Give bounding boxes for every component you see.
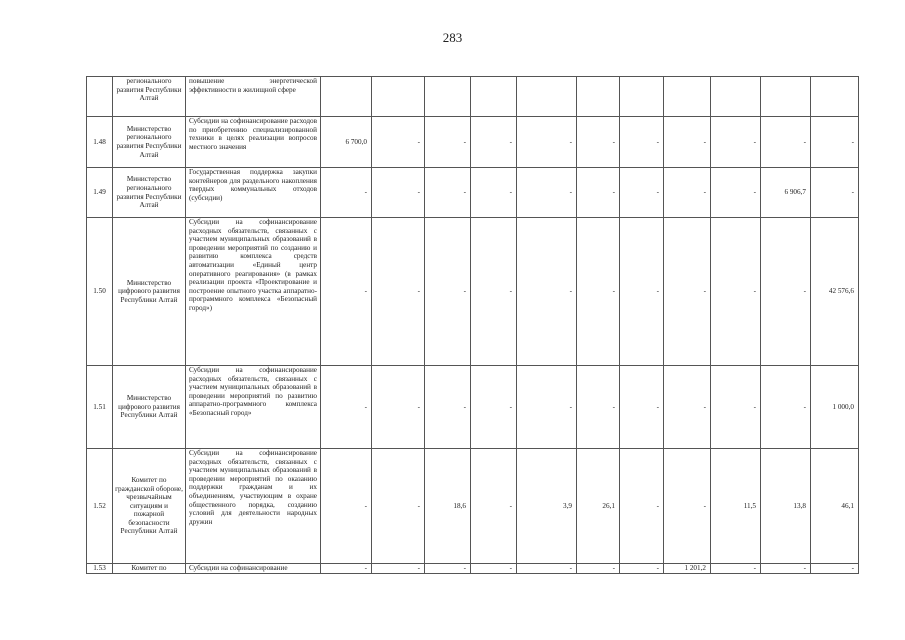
value-cell: - <box>811 564 859 574</box>
value-cell: 1 000,0 <box>811 366 859 449</box>
description-cell: Субсидии на софинансирование <box>186 564 321 574</box>
value-cell: - <box>664 449 711 564</box>
value-cell: 6 700,0 <box>321 117 372 168</box>
value-cell: - <box>664 168 711 218</box>
value-cell: - <box>664 117 711 168</box>
value-cell: - <box>372 449 425 564</box>
value-cell: - <box>577 218 620 366</box>
organization-cell: Министерство регионального развития Республики Алтай <box>113 168 186 218</box>
value-cell: - <box>517 168 577 218</box>
value-cell <box>425 77 471 117</box>
value-cell: 13,8 <box>761 449 811 564</box>
value-cell <box>471 77 517 117</box>
value-cell: 42 576,6 <box>811 218 859 366</box>
value-cell: 1 201,2 <box>664 564 711 574</box>
value-cell: - <box>517 564 577 574</box>
value-cell: - <box>517 366 577 449</box>
value-cell: - <box>471 564 517 574</box>
value-cell <box>517 77 577 117</box>
value-cell: 6 906,7 <box>761 168 811 218</box>
value-cell <box>711 77 761 117</box>
description-cell: повышение энергетической эффективности в жилищной сфере <box>186 77 321 117</box>
table-row <box>87 168 859 218</box>
description-cell: Субсидии на софинансирование расходов по приобретению специализированной техники в целях реализации вопросов местного значения <box>186 117 321 168</box>
description-cell: Субсидии на софинансирование расходных обязательств, связанных с участием муниципальных образований в проведении мероприятий по оказанию поддержки гражданам и их объединениям, участвующим в охране общественного порядка, созданию условий для деятельности народных дружин <box>186 449 321 564</box>
value-cell: - <box>372 366 425 449</box>
value-cell: - <box>425 218 471 366</box>
page-number: 283 <box>442 30 463 45</box>
row-number-cell: 1.52 <box>87 449 113 564</box>
description-cell: Субсидии на софинансирование расходных обязательств, связанных с участием муниципальных образований в проведении мероприятий по развитию аппаратно-программного комплекса «Безопасный город» <box>186 366 321 449</box>
value-cell <box>372 77 425 117</box>
value-cell: - <box>811 168 859 218</box>
value-cell: - <box>425 168 471 218</box>
value-cell: - <box>761 366 811 449</box>
value-cell: - <box>620 366 664 449</box>
value-cell: - <box>425 564 471 574</box>
value-cell: - <box>761 564 811 574</box>
value-cell: - <box>620 218 664 366</box>
value-cell: 3,9 <box>517 449 577 564</box>
value-cell: - <box>372 564 425 574</box>
value-cell: - <box>711 218 761 366</box>
value-cell: - <box>761 218 811 366</box>
value-cell: - <box>372 218 425 366</box>
value-cell: - <box>664 366 711 449</box>
organization-cell: регионального развития Республики Алтай <box>113 77 186 117</box>
value-cell <box>761 77 811 117</box>
value-cell: - <box>620 449 664 564</box>
row-number-cell: 1.49 <box>87 168 113 218</box>
value-cell: - <box>517 218 577 366</box>
value-cell: - <box>471 218 517 366</box>
description-cell: Государственная поддержка закупки контейнеров для раздельного накопления твердых коммунальных отходов (субсидии) <box>186 168 321 218</box>
value-cell: - <box>425 366 471 449</box>
table-row <box>87 366 859 449</box>
value-cell <box>321 77 372 117</box>
row-number-cell: 1.50 <box>87 218 113 366</box>
organization-cell: Комитет по <box>113 564 186 574</box>
value-cell: - <box>811 117 859 168</box>
value-cell: - <box>471 449 517 564</box>
table-row <box>87 117 859 168</box>
value-cell: - <box>471 117 517 168</box>
value-cell <box>620 77 664 117</box>
value-cell: - <box>577 117 620 168</box>
value-cell: - <box>711 168 761 218</box>
value-cell: - <box>711 366 761 449</box>
value-cell: - <box>372 168 425 218</box>
row-number-cell: 1.53 <box>87 564 113 574</box>
value-cell: - <box>761 117 811 168</box>
value-cell: - <box>620 168 664 218</box>
value-cell <box>664 77 711 117</box>
value-cell: - <box>471 168 517 218</box>
budget-table <box>86 76 859 574</box>
value-cell <box>577 77 620 117</box>
description-cell: Субсидии на софинансирование расходных обязательств, связанных с участием муниципальных образований в проведении мероприятий по созданию и развитию комплекса средств автоматизации «Единый центр оперативного реагирования» (в рамках реализации проекта «Проектирование и построение опытного участка аппаратно-программного комплекса «Безопасный город») <box>186 218 321 366</box>
table-row <box>87 218 859 366</box>
value-cell: - <box>577 168 620 218</box>
value-cell: 18,6 <box>425 449 471 564</box>
value-cell: - <box>321 366 372 449</box>
value-cell: 11,5 <box>711 449 761 564</box>
table-row <box>87 449 859 564</box>
row-number-cell: 1.51 <box>87 366 113 449</box>
row-number-cell: 1.48 <box>87 117 113 168</box>
organization-cell: Комитет по гражданской обороне, чрезвычайным ситуациям и пожарной безопасности Республики Алтай <box>113 449 186 564</box>
value-cell: - <box>471 366 517 449</box>
value-cell: - <box>577 564 620 574</box>
organization-cell: Министерство цифрового развития Республики Алтай <box>113 218 186 366</box>
value-cell: - <box>321 218 372 366</box>
value-cell: - <box>321 168 372 218</box>
value-cell: 26,1 <box>577 449 620 564</box>
value-cell: - <box>711 117 761 168</box>
value-cell: - <box>321 564 372 574</box>
value-cell: - <box>372 117 425 168</box>
value-cell: - <box>577 366 620 449</box>
value-cell: - <box>620 564 664 574</box>
table-row <box>87 564 859 574</box>
value-cell: - <box>517 117 577 168</box>
value-cell: 46,1 <box>811 449 859 564</box>
organization-cell: Министерство цифрового развития Республики Алтай <box>113 366 186 449</box>
value-cell: - <box>321 449 372 564</box>
table-body <box>87 77 859 574</box>
row-number-cell <box>87 77 113 117</box>
value-cell: - <box>711 564 761 574</box>
value-cell: - <box>664 218 711 366</box>
organization-cell: Министерство регионального развития Республики Алтай <box>113 117 186 168</box>
table-row <box>87 77 859 117</box>
value-cell <box>811 77 859 117</box>
value-cell: - <box>620 117 664 168</box>
value-cell: - <box>425 117 471 168</box>
